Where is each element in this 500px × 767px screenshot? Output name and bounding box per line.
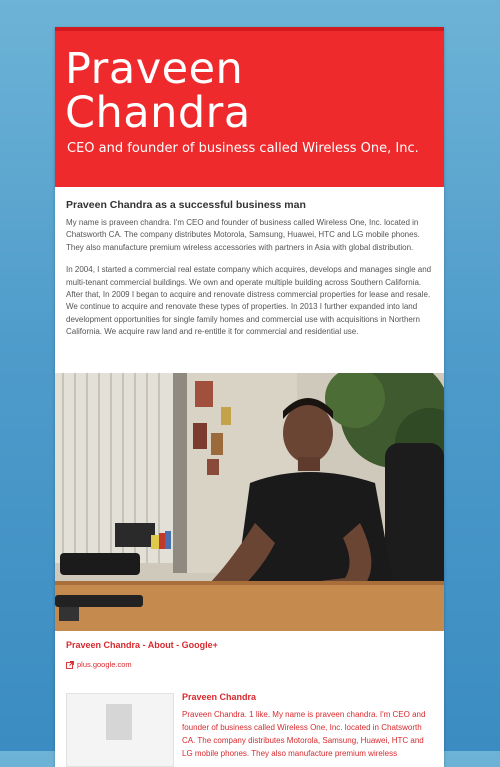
- link-url-row[interactable]: [66, 660, 433, 669]
- article-heading: Praveen Chandra as a successful business man: [66, 199, 306, 211]
- link-url: plus.google.com: [77, 660, 132, 669]
- office-photo: [55, 373, 444, 631]
- preview-description: Praveen Chandra. 1 like. My name is praveen chandra. I'm CEO and founder of business called Wireless One, Inc. located in Chatsworth CA. The company distributes Motorola, Samsung, Huawei, HTC and LG mobile phones. They also manufacture premium wireless: [182, 710, 426, 758]
- link-preview[interactable]: [66, 685, 433, 765]
- preview-thumbnail: [66, 693, 174, 767]
- external-link-icon: [66, 661, 74, 669]
- page-title: [65, 44, 251, 138]
- preview-title[interactable]: Praveen Chandra: [182, 692, 257, 702]
- page-subtitle: CEO and founder of business called Wireless One, Inc.: [67, 141, 419, 156]
- header-banner: [55, 27, 444, 187]
- title-line-2: Chandra: [65, 88, 251, 138]
- link-card: [66, 640, 433, 669]
- newsletter-card: [55, 27, 444, 767]
- article-paragraph: My name is praveen chandra. I'm CEO and founder of business called Wireless One, Inc. located in Chatsworth CA. The company distributes Motorola, Samsung, Huawei, HTC and LG mobile phones. They also manufacture premium wireless accessories with partners in Asia with global distribution.: [66, 218, 420, 252]
- article-section: [55, 187, 444, 339]
- article-paragraph: In 2004, I started a commercial real estate company which acquires, develops and manages single and multi-tenant commercial buildings. We own and operate multiple building across Southern California. After that, In 2009 I began to acquire and renovate distress commercial properties for lease and resale. We continue to acquire and renovate these types of properties. In 2013 I further expanded into land development opportunities for single family homes and commercial use with acquisitions in Northern California. We acquire raw land and re-entitle it for commercial and residential use.: [66, 265, 432, 337]
- office-photo-illustration: [55, 373, 444, 631]
- title-line-1: Praveen: [65, 44, 244, 94]
- document-icon: [106, 704, 132, 740]
- link-title[interactable]: Praveen Chandra - About - Google+: [66, 640, 218, 650]
